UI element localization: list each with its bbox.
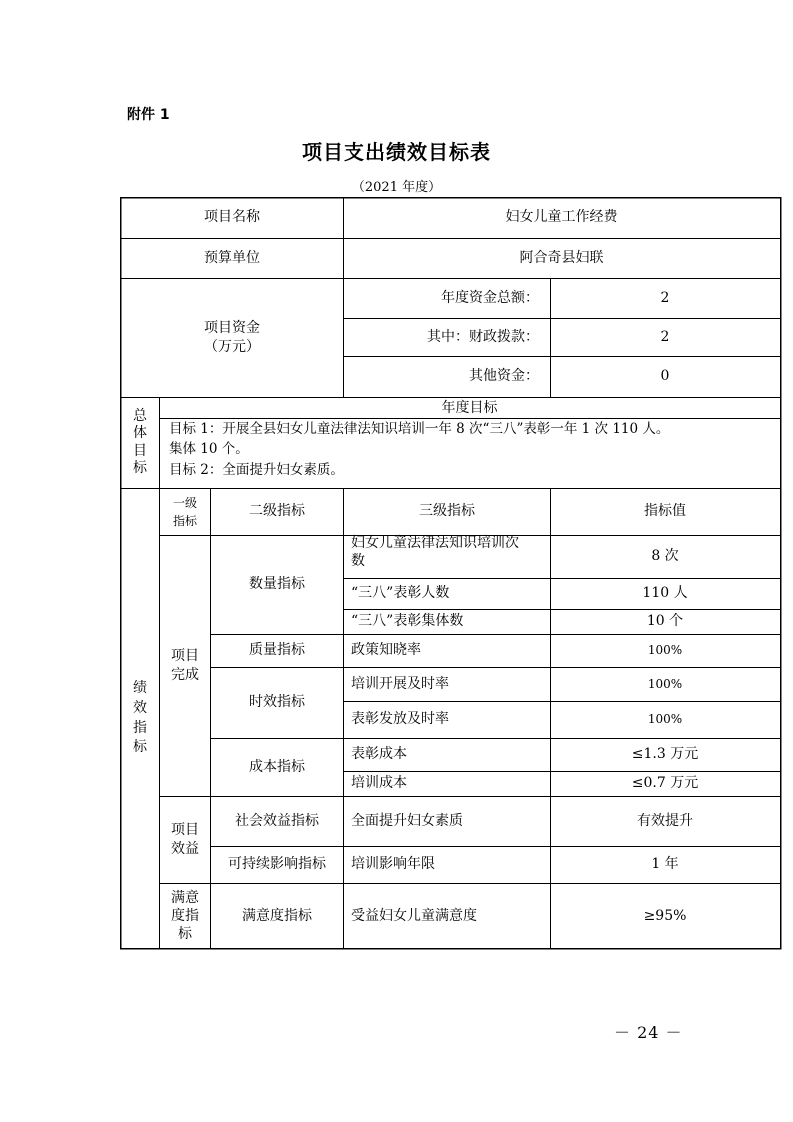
benefit-label-line2: 效益 — [171, 840, 199, 857]
project-funds-label-line2: （万元） — [204, 338, 260, 355]
funds-other-value: 0 — [660, 368, 670, 385]
cost-row-1-name: 表彰成本 — [351, 746, 407, 763]
performance-char: 指 — [133, 719, 147, 736]
col-header-level3: 三级指标 — [419, 503, 475, 520]
social-benefit-label: 社会效益指标 — [235, 812, 319, 829]
project-name-label: 项目名称 — [204, 209, 260, 226]
budget-unit-label: 预算单位 — [204, 249, 260, 266]
project-funds-label — [120, 278, 344, 397]
quantity-row-2-name: “三八”表彰人数 — [351, 585, 450, 602]
social-benefit-value: 有效提升 — [637, 812, 693, 829]
goal-line-2: 集体 10 个。 — [169, 441, 249, 458]
col-header-level2: 二级指标 — [249, 503, 305, 520]
cost-row-2-name: 培训成本 — [351, 775, 407, 792]
performance-char: 效 — [133, 699, 147, 716]
col-header-level1 — [159, 488, 211, 535]
quality-row-1-value: 100% — [647, 643, 683, 658]
quantity-row-3-value: 10 个 — [646, 613, 684, 630]
performance-char: 绩 — [133, 680, 147, 697]
project-funds-label-line1: 项目资金 — [204, 319, 260, 336]
overall-goal-char: 总 — [133, 407, 147, 424]
quantity-row-2-value: 110 人 — [642, 585, 688, 602]
col-header-level1-line2: 指标 — [172, 513, 197, 528]
cost-row-2-value: ≤0.7 万元 — [631, 775, 699, 792]
funds-fiscal-value: 2 — [660, 328, 670, 345]
timeliness-row-1-name: 培训开展及时率 — [351, 675, 449, 692]
year-label: （2021 年度） — [351, 180, 442, 195]
timeliness-row-2-name: 表彰发放及时率 — [351, 711, 449, 728]
sustainable-impact-name: 培训影响年限 — [351, 856, 435, 873]
satisfaction-label-line2: 度指 — [171, 907, 199, 924]
col-header-value: 指标值 — [644, 503, 686, 520]
social-benefit-name: 全面提升妇女素质 — [351, 812, 463, 829]
sustainable-impact-value: 1 年 — [651, 856, 679, 873]
overall-goal-char: 体 — [133, 425, 147, 441]
funds-other-label: 其他资金： — [469, 368, 539, 385]
page-number: － 24 － — [614, 1023, 683, 1042]
cost-indicator-label: 成本指标 — [249, 758, 305, 775]
satisfaction-label-line3: 标 — [178, 926, 192, 943]
timeliness-row-2-value: 100% — [647, 712, 683, 727]
annual-goal-content — [159, 419, 780, 488]
funds-total-value: 2 — [660, 289, 670, 306]
quantity-indicator-label: 数量指标 — [249, 576, 305, 593]
benefit-label — [159, 796, 211, 883]
quality-row-1-name: 政策知晓率 — [351, 642, 421, 659]
satisfaction-value: ≥95% — [643, 907, 687, 924]
funds-fiscal-label: 其中：财政拨款： — [427, 328, 539, 345]
satisfaction-label — [159, 883, 211, 949]
satisfaction-indicator-label: 满意度指标 — [242, 907, 312, 924]
overall-goal-char: 目 — [133, 442, 147, 459]
satisfaction-name: 受益妇女儿童满意度 — [351, 907, 477, 924]
funds-total-label: 年度资金总额： — [441, 289, 539, 306]
quantity-row-1-name — [343, 535, 551, 578]
overall-goal-label — [120, 397, 160, 488]
completion-label-line1: 项目 — [171, 647, 199, 664]
sustainable-impact-label: 可持续影响指标 — [228, 856, 326, 873]
satisfaction-label-line1: 满意 — [171, 889, 199, 906]
budget-unit-value: 阿合奇县妇联 — [519, 249, 604, 266]
quantity-row-1-value: 8 次 — [651, 548, 679, 565]
overall-goal-char: 标 — [133, 460, 147, 476]
quality-indicator-label: 质量指标 — [249, 642, 305, 659]
col-header-level1-line1: 一级 — [172, 495, 197, 510]
goal-line-3: 目标 2：全面提升妇女素质。 — [169, 461, 344, 478]
annual-goal-heading: 年度目标 — [441, 399, 498, 416]
page-title: 项目支出绩效目标表 — [302, 140, 491, 164]
performance-char: 标 — [133, 739, 147, 756]
project-name-value: 妇女儿童工作经费 — [505, 209, 618, 226]
quantity-row-1-line2: 数 — [351, 552, 365, 569]
goal-line-1: 目标 1：开展全县妇女儿童法律法知识培训一年 8 次“三八”表彰一年 1 次 110 人。 — [169, 421, 670, 437]
performance-indicators-label — [120, 488, 160, 949]
cost-row-1-value: ≤1.3 万元 — [631, 746, 699, 763]
quantity-row-1-line1: 妇女儿童法律法知识培训次 — [351, 535, 519, 551]
completion-label-line2: 完成 — [171, 666, 199, 683]
attachment-label: 附件 1 — [127, 107, 170, 123]
quantity-row-3-name: “三八”表彰集体数 — [351, 613, 464, 630]
completion-label — [159, 535, 211, 796]
timeliness-row-1-value: 100% — [647, 676, 683, 691]
timeliness-indicator-label: 时效指标 — [249, 694, 305, 711]
benefit-label-line1: 项目 — [171, 821, 199, 838]
